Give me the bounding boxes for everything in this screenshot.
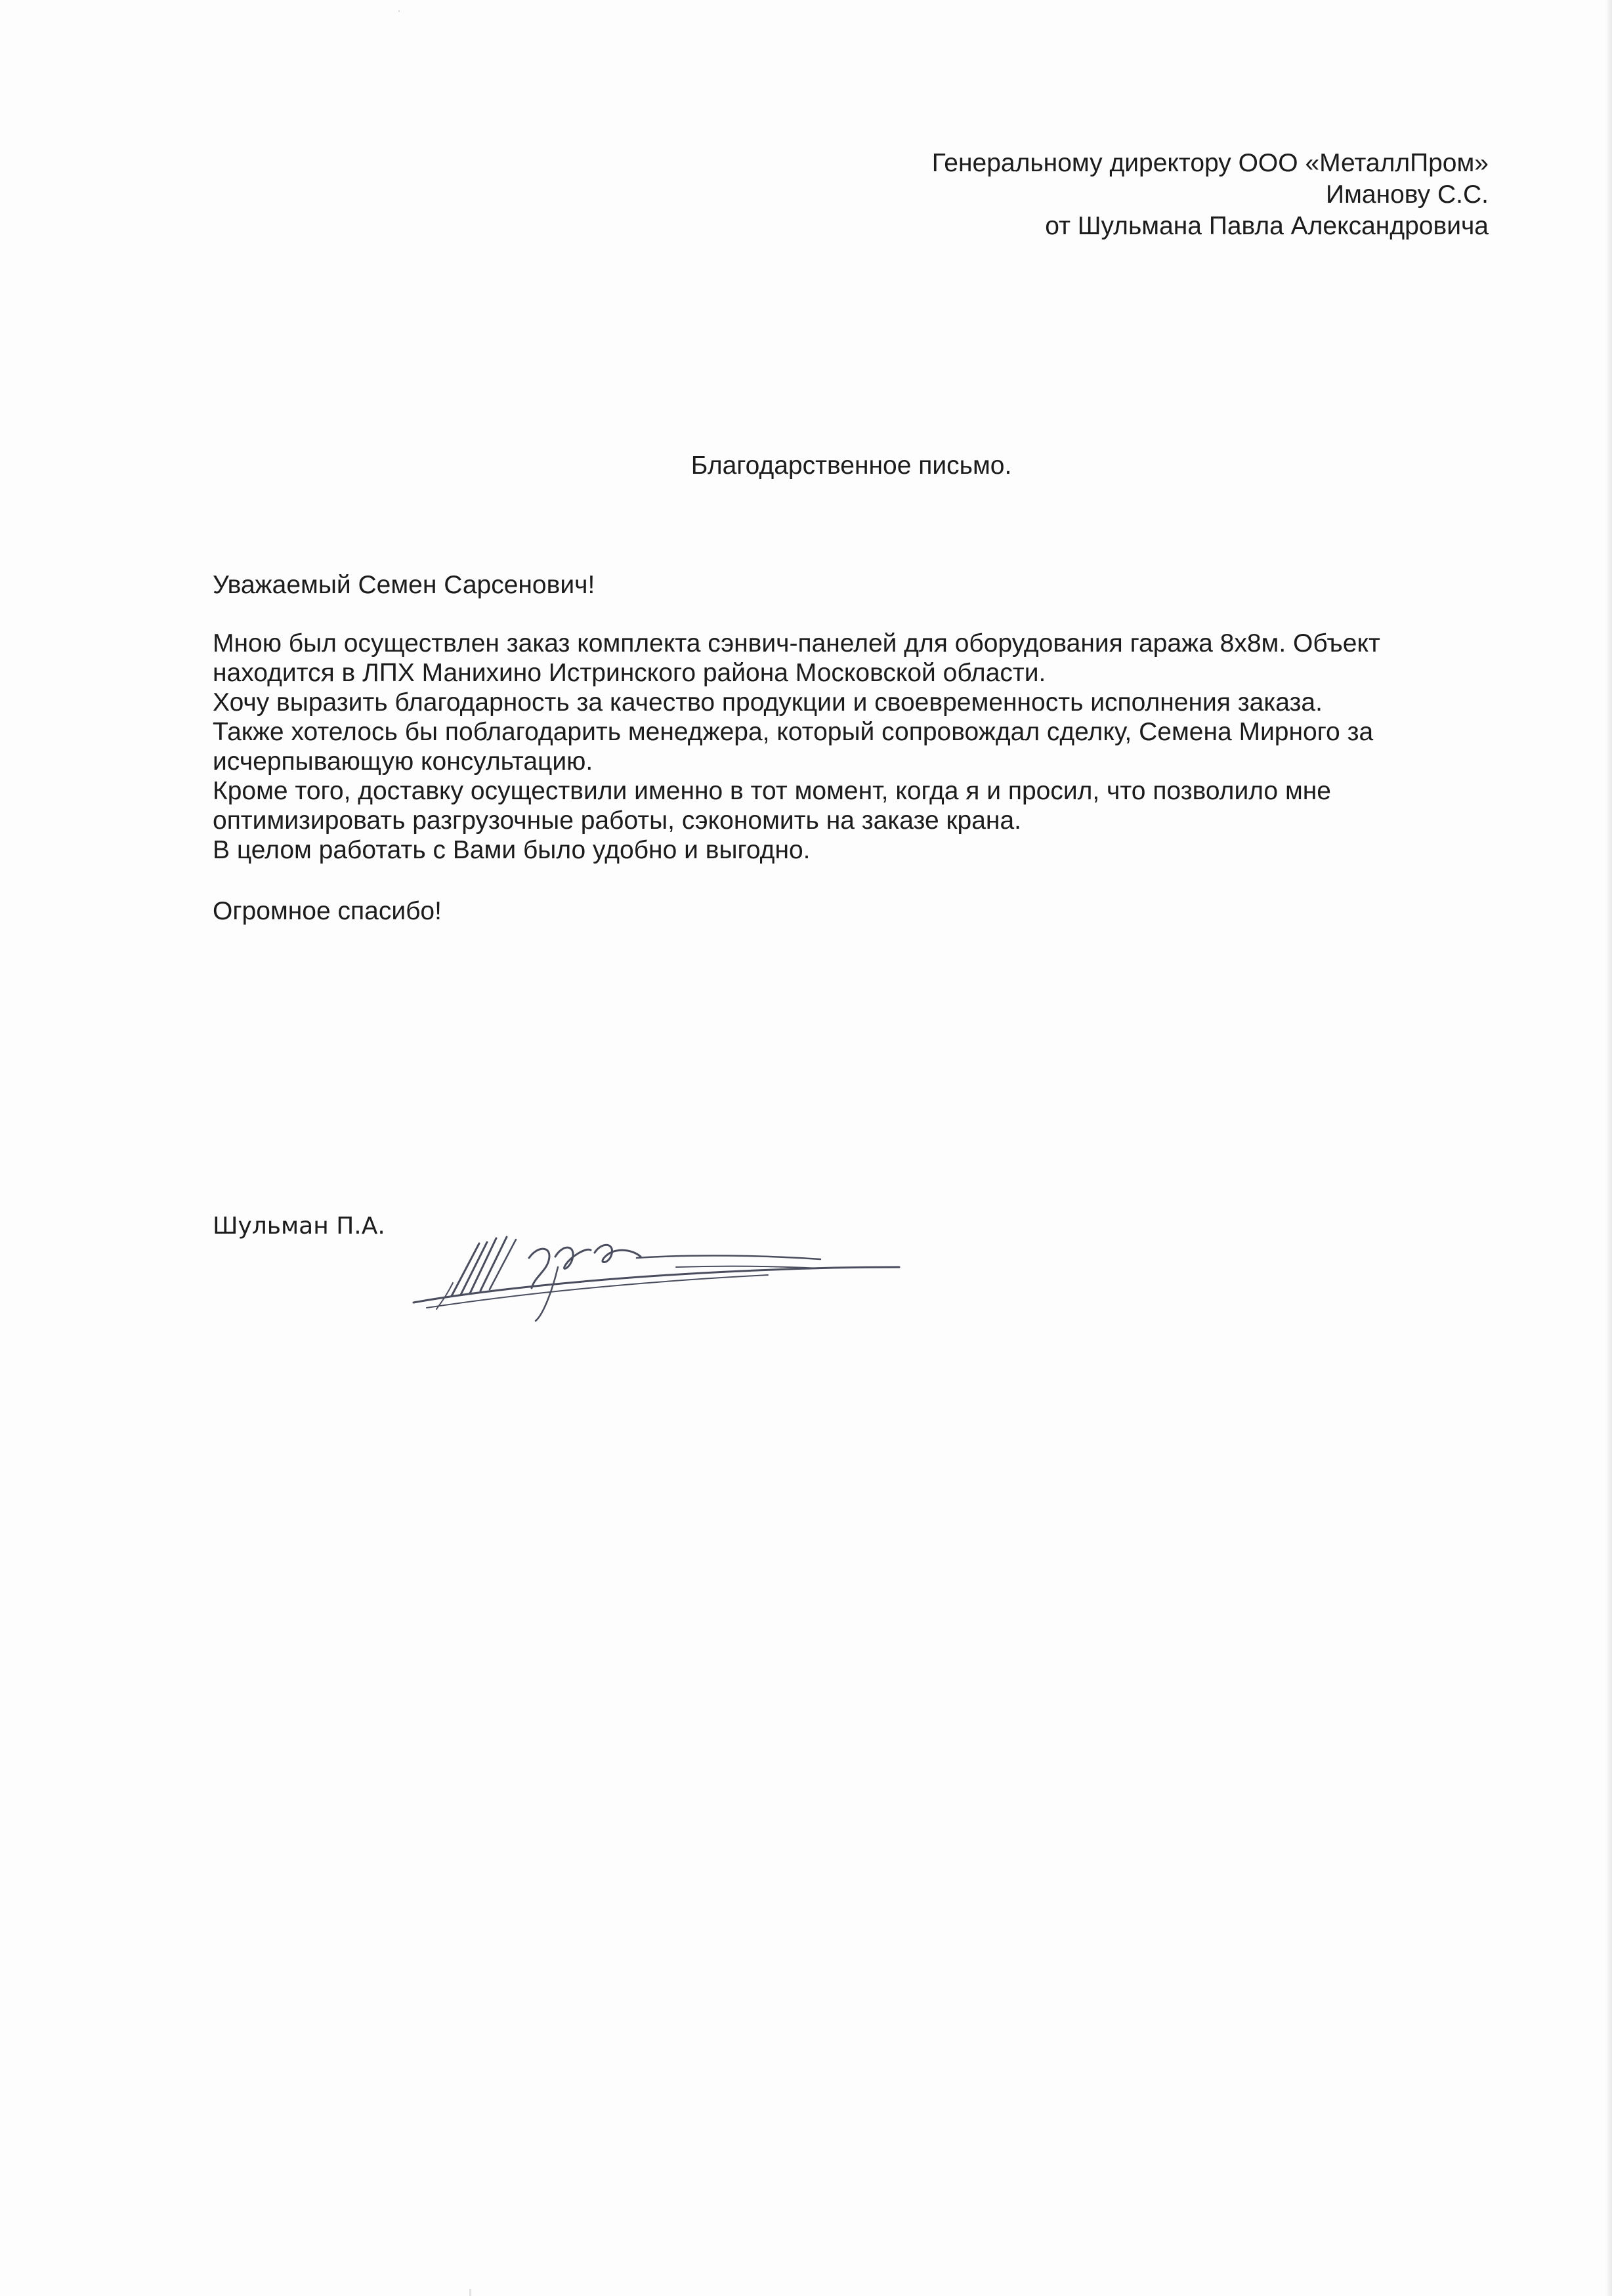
letter-body xyxy=(213,629,1486,865)
body-line: В целом работать с Вами было удобно и выгодно. xyxy=(213,836,811,864)
body-line: исчерпывающую консультацию. xyxy=(213,747,593,776)
body-line: Кроме того, доставку осуществили именно в тот момент, когда я и просил, что позволило мне xyxy=(213,777,1331,805)
salutation: Уважаемый Семен Сарсенович! xyxy=(213,571,595,599)
body-line: находится в ЛПХ Манихино Истринского района Московской области. xyxy=(213,659,1046,687)
scan-artifact xyxy=(398,10,400,12)
body-line: оптимизировать разгрузочные работы, сэкономить на заказе крана. xyxy=(213,806,1021,835)
closing-line: Огромное спасибо! xyxy=(213,897,442,925)
letter-title: Благодарственное письмо. xyxy=(690,451,1012,480)
sender-line: от Шульмана Павла Александровича xyxy=(1045,212,1489,240)
addressee-name: Иманову С.С. xyxy=(1326,180,1489,209)
addressee-position: Генеральному директору ООО «МеталлПром» xyxy=(931,149,1489,177)
body-line: Также хотелось бы поблагодарить менеджера, который сопровождал сделку, Семена Мирного за xyxy=(213,718,1374,746)
addressee-block xyxy=(932,148,1489,242)
handwritten-signature xyxy=(400,1204,912,1322)
page-edge-shadow xyxy=(1605,0,1612,2296)
signer-name: Шульман П.А. xyxy=(213,1213,385,1240)
body-line: Мною был осуществлен заказ комплекта сэнвич-панелей для оборудования гаража 8х8м. Объект xyxy=(213,629,1380,657)
scan-artifact xyxy=(469,2289,471,2296)
body-line: Хочу выразить благодарность за качество продукции и своевременность исполнения заказа. xyxy=(213,688,1323,717)
